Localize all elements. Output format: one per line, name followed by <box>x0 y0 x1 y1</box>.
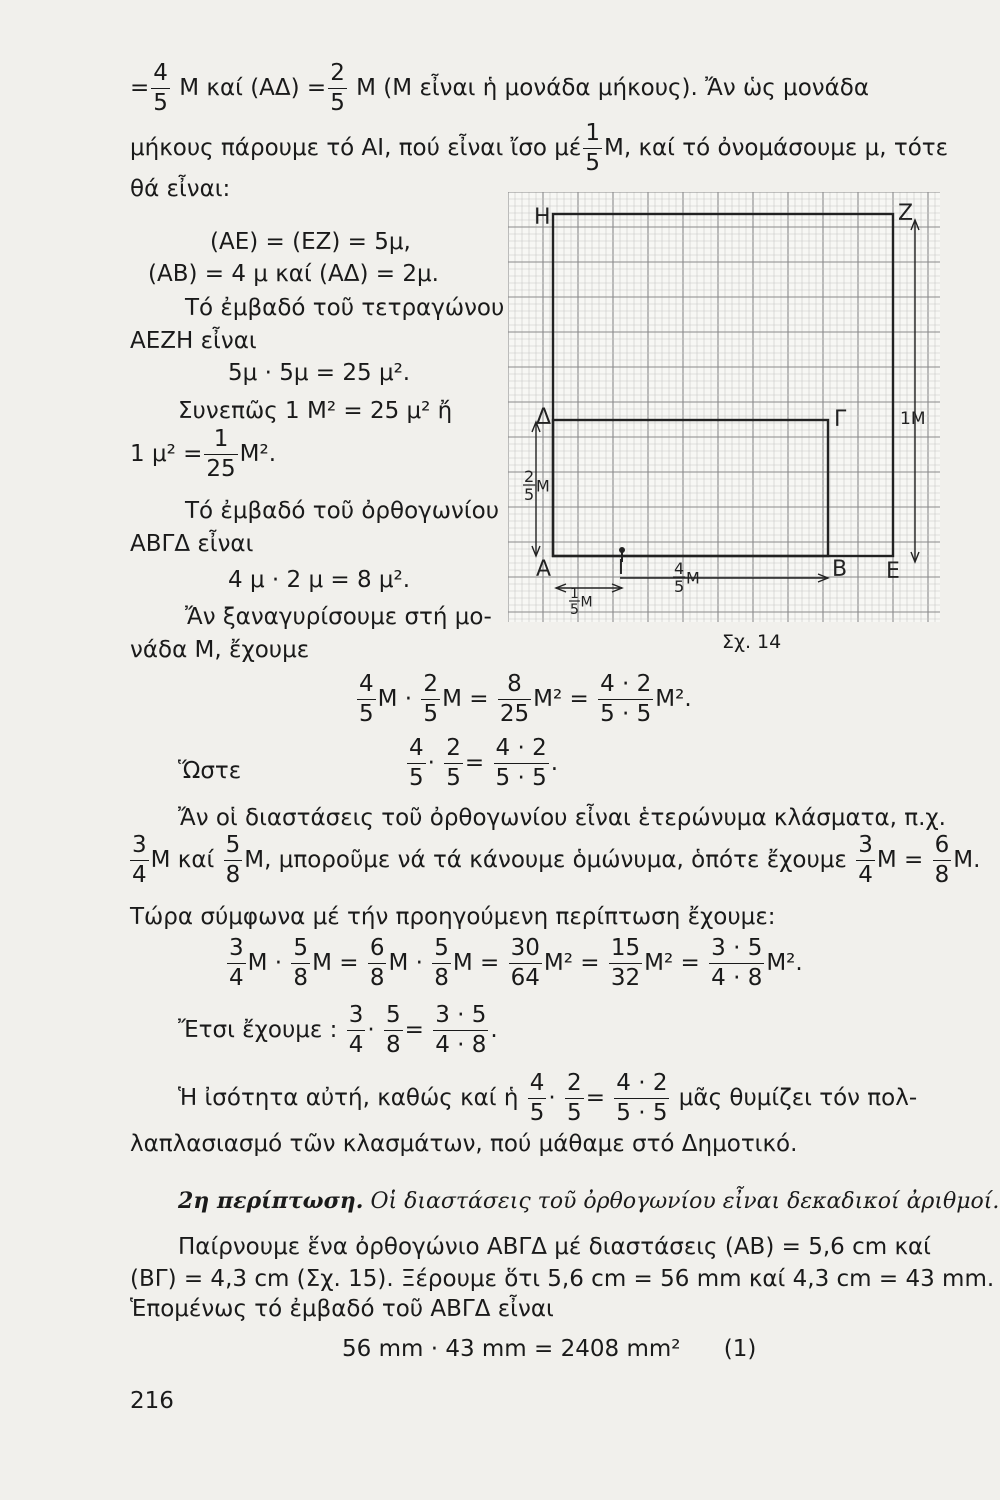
label-z: Ζ <box>898 201 914 226</box>
text-segment: · <box>367 1017 375 1043</box>
fraction: $\frac{4}{5}$ <box>153 60 168 116</box>
equals-sign: = <box>130 75 150 101</box>
text-segment: Μ. <box>953 847 981 873</box>
text-line-16: Ἄν οἱ διαστάσεις τοῦ ὀρθογωνίου εἶναι ἑτερώνυμα κλάσματα, π.χ. <box>178 805 946 831</box>
fraction: $\frac{3}{4}$ <box>132 832 147 888</box>
text-line-1 <box>130 62 869 115</box>
text-segment: Μ² = <box>543 950 600 976</box>
fraction: $\frac{4}{5}$ <box>359 671 374 727</box>
text-segment: Μ² = <box>644 950 700 976</box>
fraction: $\frac{4 \cdot 2}{5 \cdot 5}$ <box>495 735 547 791</box>
fraction: $\frac{1}{5}$ <box>585 120 600 176</box>
text-line-11: Τό ἐμβαδό τοῦ ὀρθογωνίου <box>185 498 500 524</box>
label-b: Β <box>832 557 848 582</box>
text-segment: Μ, μποροῦμε νά τά κάνουμε ὁμώνυμα, ὁπότε ἔχουμε <box>244 847 847 873</box>
fraction: $\frac{5}{8}$ <box>293 935 309 991</box>
text-segment: Μ (Μ εἶναι ἡ μονάδα μήκους). Ἄν ὡς μονάδα <box>356 75 870 101</box>
fraction: $\frac{30}{64}$ <box>510 935 540 991</box>
label-2-5m-unit: Μ <box>536 476 550 496</box>
fraction: $\frac{3}{4}$ <box>348 1002 364 1058</box>
text-line-20: λαπλασιασμό τῶν κλασμάτων, πού μάθαμε στό Δημοτικό. <box>130 1131 798 1157</box>
text-segment: Μ = <box>442 686 489 712</box>
fraction: $\frac{3 \cdot 5}{4 \cdot 8}$ <box>435 1002 487 1058</box>
text-line-19 <box>178 1072 917 1125</box>
fraction: $\frac{2}{5}$ <box>423 671 439 727</box>
fraction: $\frac{2}{5}$ <box>446 735 461 791</box>
text-segment: Μ καί <box>150 847 215 873</box>
text-line-21: Παίρνουμε ἕνα ὀρθογώνιο ΑΒΓΔ μέ διαστάσεις (ΑΒ) = 5,6 cm καί <box>178 1234 931 1260</box>
text-segment: · <box>548 1085 556 1111</box>
fraction: $\frac{4 \cdot 2}{5 \cdot 5}$ <box>616 1070 668 1126</box>
label-1-5m-unit: Μ <box>580 594 593 611</box>
text-segment: Ἡ ἰσότητα αὐτή, καθώς καί ἡ <box>178 1085 519 1111</box>
text-segment: Μ = <box>312 950 359 976</box>
label-2-5m-numerator: 2 <box>524 467 535 486</box>
page-number: 216 <box>130 1388 174 1414</box>
grid-background <box>508 192 940 622</box>
case-2-heading-line <box>178 1190 999 1213</box>
equation-3 <box>225 937 803 990</box>
text-line-15: νάδα Μ, ἔχουμε <box>130 637 310 663</box>
fraction: $\frac{8}{25}$ <box>499 671 530 727</box>
text-segment: Μ². <box>766 950 803 976</box>
fraction: $\frac{5}{8}$ <box>385 1002 401 1058</box>
fraction: $\frac{2}{5}$ <box>330 60 345 116</box>
label-4-5m-denominator: 5 <box>674 577 685 596</box>
label-e: Ε <box>886 559 900 584</box>
text-segment: Μ² = <box>533 686 589 712</box>
fraction: $\frac{3 \cdot 5}{4 \cdot 8}$ <box>711 935 763 991</box>
label-2-5m-denominator: 5 <box>524 485 535 504</box>
label-d: Δ <box>536 405 552 430</box>
text-line-24 <box>342 1338 756 1361</box>
fraction: $\frac{3}{4}$ <box>858 832 873 888</box>
label-a: Α <box>536 557 552 582</box>
text-segment: . <box>490 1017 498 1043</box>
fraction: $\frac{4 \cdot 2}{5 \cdot 5}$ <box>600 671 652 727</box>
text-line-14: Ἄν ξαναγυρίσουμε στή μο- <box>185 604 492 630</box>
equation-4 <box>178 1004 498 1057</box>
text-segment: Μ². <box>655 686 692 712</box>
text-line-17 <box>128 834 980 887</box>
text-segment: Μ, καί τό ὀνομάσουμε μ, τότε <box>604 135 949 161</box>
text-segment: . <box>550 750 559 776</box>
text-line-7: ΑΕΖΗ εἶναι <box>130 328 257 354</box>
text-segment: Μ². <box>239 441 277 467</box>
text-segment: = <box>464 750 485 776</box>
text-segment: = <box>404 1017 424 1043</box>
text-segment: μήκους πάρουμε τό ΑΙ, πού εἶναι ἴσο μέ <box>130 135 582 161</box>
text-line-10 <box>130 428 276 481</box>
text-segment: · <box>427 750 435 776</box>
text-segment: Ἔτσι ἔχουμε : <box>178 1017 338 1043</box>
text-segment: μᾶς θυμίζει τόν πολ- <box>678 1085 918 1111</box>
text-line-8: 5μ · 5μ = 25 μ². <box>228 360 411 386</box>
label-4-5m-unit: Μ <box>686 568 700 588</box>
figure-caption: Σχ. 14 <box>722 631 782 653</box>
fraction: $\frac{6}{8}$ <box>369 935 385 991</box>
text-line-23: Ἑπομένως τό ἐμβαδό τοῦ ΑΒΓΔ εἶναι <box>130 1296 554 1322</box>
text-line-22: (ΒΓ) = 4,3 cm (Σχ. 15). Ξέρουμε ὅτι 5,6 cm = 56 mm καί 4,3 cm = 43 mm. <box>130 1266 995 1292</box>
text-line-18: Τώρα σύμφωνα μέ τήν προηγούμενη περίπτωση ἔχουμε: <box>130 904 776 930</box>
text-segment: Μ · <box>388 950 423 976</box>
fraction: $\frac{5}{8}$ <box>434 935 449 991</box>
label-i: Ι <box>618 555 624 579</box>
equation-2 <box>405 737 558 790</box>
text-segment: 1 μ² = <box>130 441 203 467</box>
equation-1 <box>355 673 692 726</box>
label-1m: 1Μ <box>900 409 926 429</box>
text-segment: Μ = <box>876 847 924 873</box>
fraction: $\frac{4}{5}$ <box>409 735 424 791</box>
text-segment: Μ = <box>452 950 500 976</box>
case-2-text: Οἱ διαστάσεις τοῦ ὀρθογωνίου εἶναι δεκαδικοί ἀριθμοί. <box>370 1189 1000 1214</box>
text-line-2 <box>130 122 948 175</box>
fraction: $\frac{6}{8}$ <box>934 832 950 888</box>
label-1-5m-numerator: 1 <box>570 586 579 602</box>
text-line-6: Τό ἐμβαδό τοῦ τετραγώνου <box>185 295 505 321</box>
text-line-3: θά εἶναι: <box>130 176 231 202</box>
equation-number: (1) <box>723 1336 757 1362</box>
case-2-heading: 2η περίπτωση. <box>178 1188 364 1214</box>
fraction: $\frac{4}{5}$ <box>529 1070 545 1126</box>
label-1-5m-denominator: 5 <box>570 602 579 618</box>
text-segment: Μ · <box>247 950 283 976</box>
text-line-13: 4 μ · 2 μ = 8 μ². <box>228 567 411 593</box>
fraction: $\frac{3}{4}$ <box>229 935 244 991</box>
fraction: $\frac{5}{8}$ <box>225 832 241 888</box>
equation-5: 56 mm · 43 mm = 2408 mm² <box>342 1336 681 1362</box>
text-segment: Μ · <box>377 686 413 712</box>
point-i-dot <box>619 547 625 553</box>
grid-figure <box>508 192 940 622</box>
label-g: Γ <box>834 407 847 432</box>
oste-label: Ὥστε <box>178 758 242 784</box>
label-4-5m-numerator: 4 <box>674 559 685 578</box>
text-segment: Μ καί (ΑΔ) = <box>179 75 327 101</box>
text-line-9: Συνεπῶς 1 Μ² = 25 μ² ἤ <box>178 398 453 424</box>
fraction: $\frac{1}{25}$ <box>206 426 236 482</box>
fraction: $\frac{15}{32}$ <box>610 935 641 991</box>
text-line-5: (ΑΒ) = 4 μ καί (ΑΔ) = 2μ. <box>148 261 439 287</box>
text-line-12: ΑΒΓΔ εἶναι <box>130 531 254 557</box>
text-line-4: (ΑΕ) = (ΕΖ) = 5μ, <box>210 229 411 255</box>
text-segment: = <box>585 1085 605 1111</box>
fraction: $\frac{2}{5}$ <box>567 1070 582 1126</box>
label-h: Η <box>534 205 551 230</box>
